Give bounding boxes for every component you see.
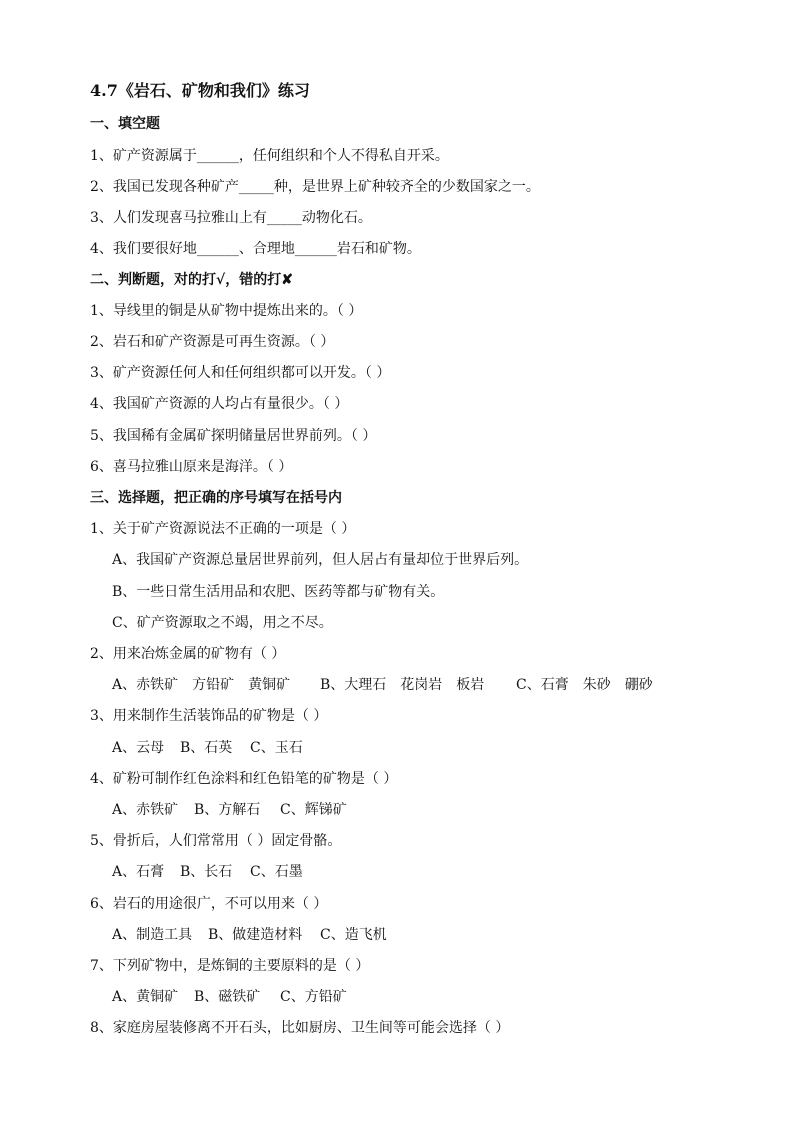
fill-blank-question: 4、我们要很好地______、合理地______岩石和矿物。 — [90, 241, 421, 257]
fill-blank-question: 3、人们发现喜马拉雅山上有_____动物化石。 — [90, 210, 372, 226]
choice-question-stem: 5、骨折后，人们常常用（ ）固定骨骼。 — [90, 833, 342, 849]
choice-question-stem: 6、岩石的用途很广，不可以用来（ ） — [90, 896, 328, 912]
choice-option: C、造飞机 — [320, 927, 387, 943]
choice-question-stem: 3、用来制作生活装饰品的矿物是（ ） — [90, 708, 328, 724]
choice-option: A、赤铁矿 — [112, 802, 179, 818]
section-heading-true-false: 二、判断题，对的打√，错的打✘ — [90, 272, 293, 288]
choice-question-stem: 1、关于矿产资源说法不正确的一项是（ ） — [90, 521, 356, 537]
section-heading-multiple-choice: 三、选择题，把正确的序号填写在括号内 — [90, 490, 342, 506]
choice-option: C、玉石 — [250, 740, 303, 756]
choice-question-stem: 8、家庭房屋装修离不开石头，比如厨房、卫生间等可能会选择（ ） — [90, 1020, 510, 1036]
choice-option: A、我国矿产资源总量居世界前列，但人居占有量却位于世界后列。 — [112, 552, 529, 568]
choice-option: B、磁铁矿 — [194, 989, 261, 1005]
choice-option: A、黄铜矿 — [112, 989, 179, 1005]
choice-option: C、石墨 — [250, 864, 303, 880]
true-false-question: 5、我国稀有金属矿探明储量居世界前列。（ ） — [90, 428, 377, 444]
choice-question-stem: 2、用来冶炼金属的矿物有（ ） — [90, 646, 286, 662]
choice-option: C、辉锑矿 — [280, 802, 347, 818]
fill-blank-question: 1、矿产资源属于______，任何组织和个人不得私自开采。 — [90, 148, 449, 164]
section-heading-fill-blank: 一、填空题 — [90, 116, 160, 132]
true-false-question: 1、导线里的铜是从矿物中提炼出来的。（ ） — [90, 303, 363, 319]
choice-option: C、矿产资源取之不竭，用之不尽。 — [112, 615, 333, 631]
true-false-question: 6、喜马拉雅山原来是海洋。（ ） — [90, 459, 293, 475]
choice-option: B、石英 — [180, 740, 233, 756]
choice-question-stem: 7、下列矿物中，是炼铜的主要原料的是（ ） — [90, 958, 370, 974]
choice-option: A、石膏 — [112, 864, 165, 880]
choice-option: B、做建造材料 — [208, 927, 303, 943]
choice-option: A、云母 — [112, 740, 165, 756]
choice-option: C、方铅矿 — [280, 989, 347, 1005]
worksheet-title: 4.7《岩石、矿物和我们》练习 — [90, 81, 310, 100]
choice-option: B、一些日常生活用品和农肥、医药等都与矿物有关。 — [112, 584, 445, 600]
choice-option: B、长石 — [180, 864, 233, 880]
fill-blank-question: 2、我国已发现各种矿产_____种，是世界上矿种较齐全的少数国家之一。 — [90, 179, 540, 195]
choice-option: A、制造工具 — [112, 927, 193, 943]
choice-option: A、赤铁矿 方铅矿 黄铜矿 — [112, 677, 291, 693]
choice-question-stem: 4、矿粉可制作红色涂料和红色铅笔的矿物是（ ） — [90, 771, 398, 787]
true-false-question: 3、矿产资源任何人和任何组织都可以开发。（ ） — [90, 365, 391, 381]
true-false-question: 4、我国矿产资源的人均占有量很少。（ ） — [90, 396, 349, 412]
true-false-question: 2、岩石和矿产资源是可再生资源。（ ） — [90, 334, 335, 350]
choice-option: B、方解石 — [194, 802, 261, 818]
choice-option: B、大理石 花岗岩 板岩 — [320, 677, 485, 693]
choice-option: C、石膏 朱砂 硼砂 — [516, 677, 653, 693]
